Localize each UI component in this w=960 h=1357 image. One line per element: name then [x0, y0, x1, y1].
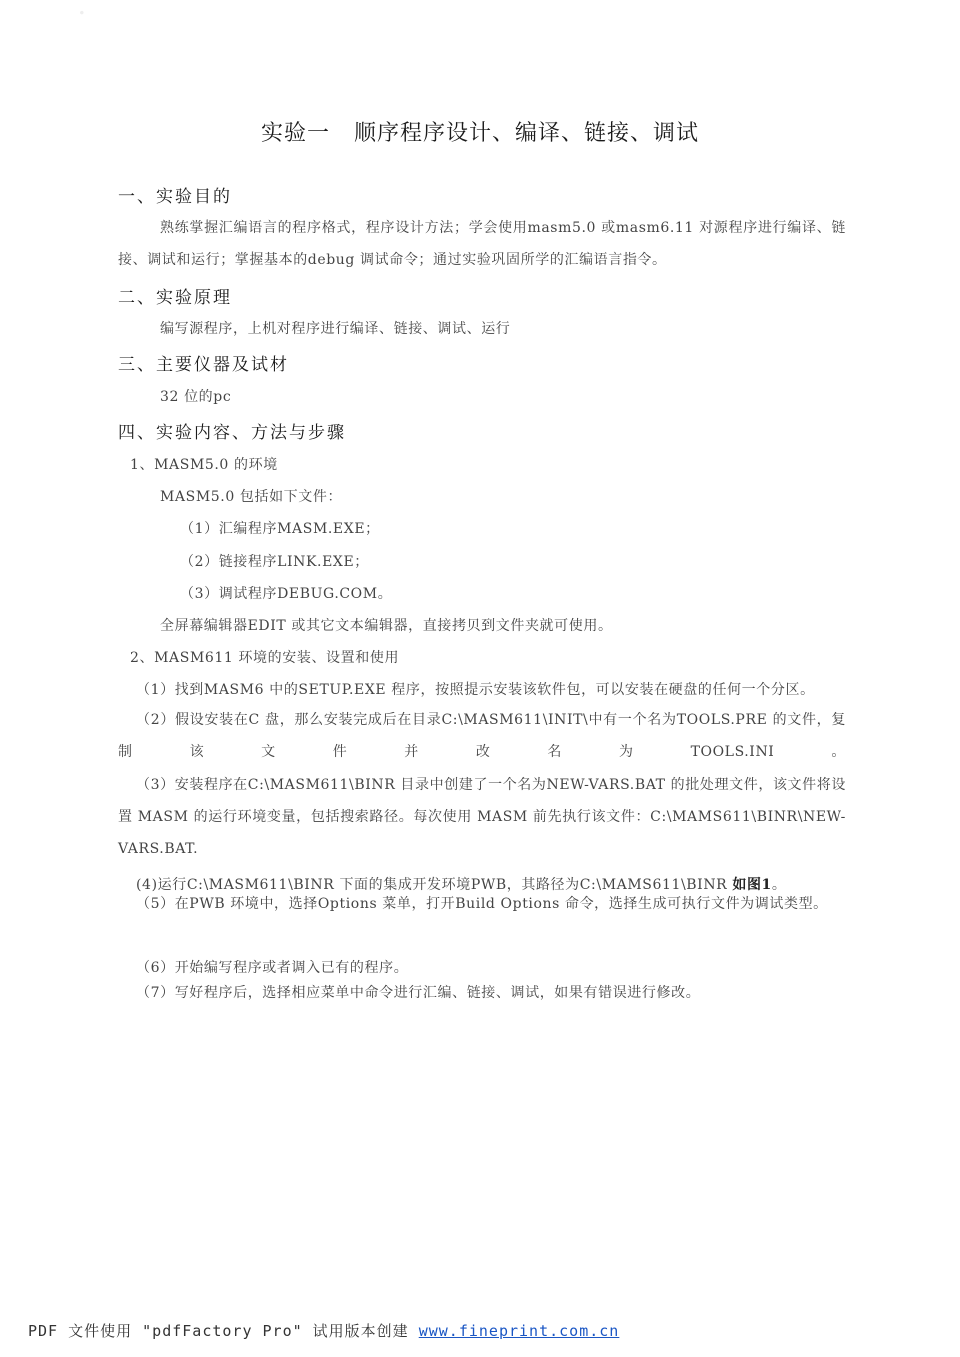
- item1-heading: 1、MASM5.0 的环境: [130, 457, 278, 473]
- footer-text: PDF 文件使用 "pdfFactory Pro" 试用版本创建: [28, 1322, 419, 1340]
- item1-file-3: （3）调试程序DEBUG.COM。: [180, 586, 393, 602]
- step-4-text: (4)运行C:\MASM611\BINR 下面的集成开发环境PWB，其路径为C:\MAMS611\BINR: [136, 877, 733, 893]
- section1-text: 熟练掌握汇编语言的程序格式，程序设计方法；学会使用masm5.0 或masm6.11 对源程序进行编译、链接、调试和运行；掌握基本的debug 调试命令；通过实验巩固所学的汇编语言指令。: [118, 220, 846, 268]
- pdf-footer: [28, 1320, 619, 1341]
- section2-text: 编写源程序，上机对程序进行编译、链接、调试、运行: [160, 321, 511, 337]
- watermark-band: [0, 0, 960, 30]
- step-2: （2）假设安装在C 盘，那么安装完成后在目录C:\MASM611\INIT\中有一个名为TOOLS.PRE 的文件，复制该文件并改名为TOOLS.INI。: [118, 712, 846, 760]
- svg-text:•: •: [76, 5, 88, 21]
- item1-file-2: （2）链接程序LINK.EXE；: [180, 554, 369, 570]
- title-part2: 顺序程序设计、编译、链接、调试: [354, 121, 700, 146]
- step-4-end: 。: [771, 877, 787, 893]
- title-part1: 实验一: [260, 121, 330, 146]
- step-3: （3）安装程序在C:\MASM611\BINR 目录中创建了一个名为NEW-VARS.BAT 的批处理文件，该文件将设置 MASM 的运行环境变量，包括搜索路径。每次使用 MASM 前先执行该文件：C:\MAMS611\BINR\NEW-VARS.BAT.: [118, 777, 846, 857]
- section1-heading: 一、实验目的: [118, 187, 232, 207]
- step-1: （1）找到MASM6 中的SETUP.EXE 程序，按照提示安装该软件包，可以安装在硬盘的任何一个分区。: [136, 682, 815, 698]
- item2-heading: 2、MASM611 环境的安装、设置和使用: [130, 650, 400, 666]
- section3-text: 32 位的pc: [160, 389, 232, 405]
- section3-heading: 三、主要仪器及试材: [118, 355, 289, 375]
- section2-heading: 二、实验原理: [118, 288, 232, 308]
- step-5: （5）在PWB 环境中，选择Options 菜单，打开Build Options 命令，选择生成可执行文件为调试类型。: [136, 896, 828, 912]
- page-title: [0, 116, 960, 147]
- figure-ref: 如图1: [732, 877, 772, 893]
- section4-heading: 四、实验内容、方法与步骤: [118, 423, 346, 443]
- step-7: （7）写好程序后，选择相应菜单中命令进行汇编、链接、调试，如果有错误进行修改。: [136, 985, 701, 1001]
- footer-link[interactable]: www.fineprint.com.cn: [418, 1322, 620, 1340]
- item1-note: 全屏幕编辑器EDIT 或其它文本编辑器，直接拷贝到文件夹就可使用。: [160, 618, 613, 634]
- item1-intro: MASM5.0 包括如下文件：: [160, 489, 343, 505]
- item1-file-1: （1）汇编程序MASM.EXE；: [180, 521, 380, 537]
- step-6: （6）开始编写程序或者调入已有的程序。: [136, 960, 409, 976]
